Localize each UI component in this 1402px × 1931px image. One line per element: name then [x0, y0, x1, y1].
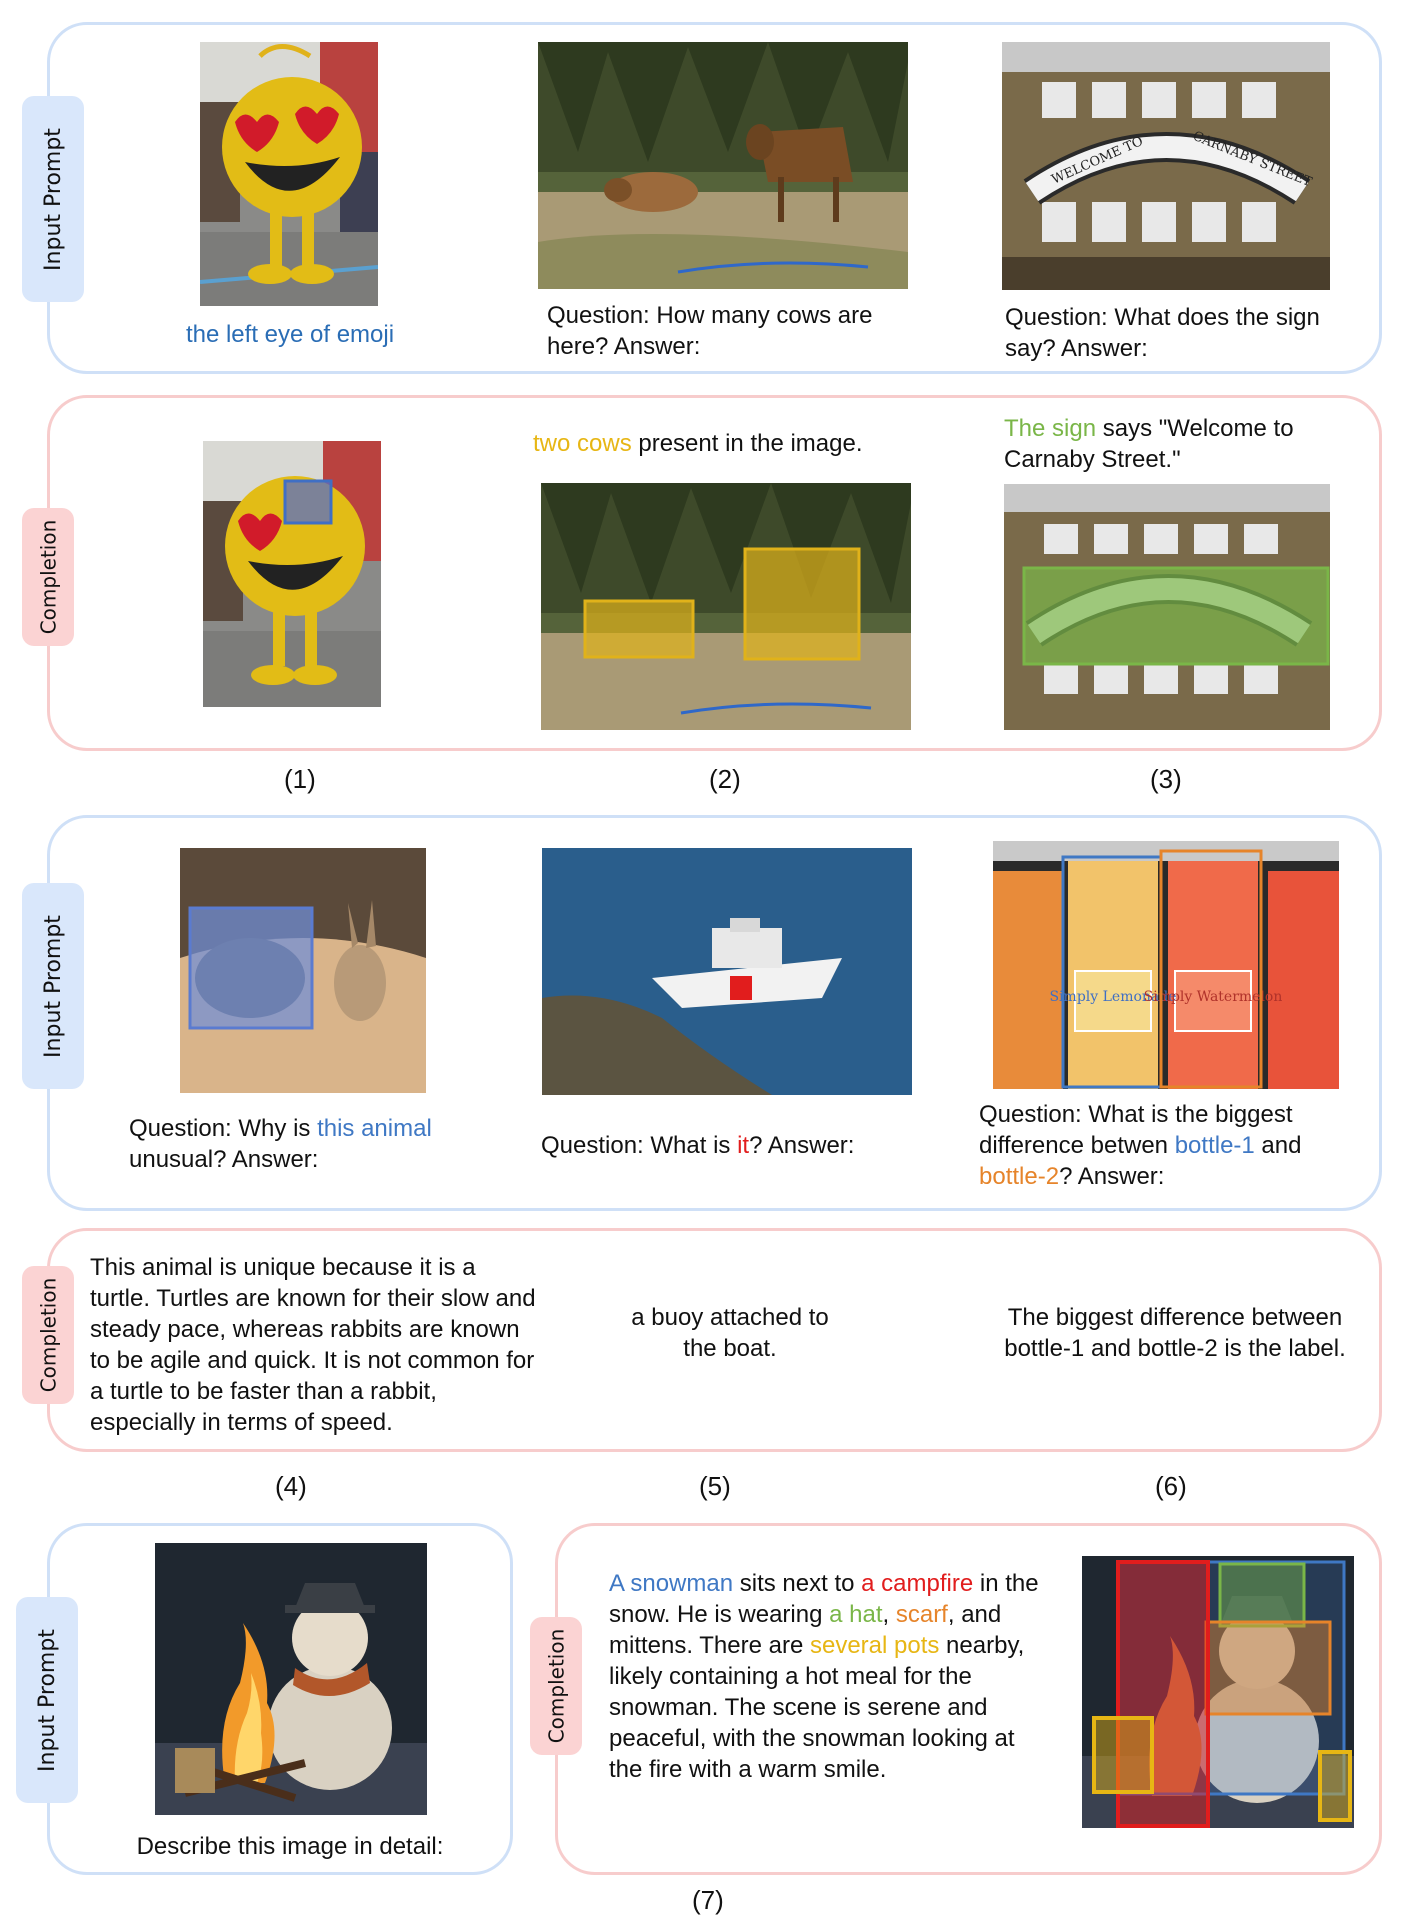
completion-text-2: two cows present in the image.: [533, 430, 863, 457]
example-number-7: (7): [692, 1885, 724, 1915]
prompt-highlight-6b: bottle-2: [979, 1163, 1060, 1190]
completion-tag: Completion: [22, 1266, 74, 1404]
boat-image: [542, 848, 912, 1095]
completion-text-7: A snowman sits next to a campfire in the snow. He is wearing a hat, scarf, and mittens. There are several pots nearby, likely containing a hot meal for the snowman. The scene is serene and peaceful, with the snowman looking at the fire with a warm smile.: [609, 1570, 1039, 1783]
prompt-text-2: Question: How many cows are here? Answer:: [547, 302, 873, 360]
completion-highlight-2: two cows: [533, 430, 632, 457]
carnaby-street-image: [1002, 42, 1330, 290]
cows-image: [538, 42, 908, 289]
svg-text:Simply Watermelon: Simply Watermelon: [1143, 989, 1283, 1005]
emoji-mascot-grounded-image: [203, 441, 381, 707]
turtle-rabbit-image: [180, 848, 426, 1093]
prompt-text-7: Describe this image in detail:: [136, 1833, 444, 1860]
completion-highlight-7-hat: a hat: [829, 1601, 883, 1628]
prompt-highlight-6a: bottle-1: [1174, 1132, 1255, 1159]
completion-text-3: The sign says "Welcome to Carnaby Street.": [1004, 415, 1294, 473]
prompt-highlight-4: this animal: [317, 1115, 432, 1142]
svg-text:WELCOME TO: WELCOME TO: [1049, 133, 1146, 188]
completion-highlight-7-snowman: A snowman: [609, 1570, 734, 1597]
prompt-text-5: Question: What is it? Answer:: [541, 1132, 855, 1159]
completion-highlight-7-campfire: a campfire: [861, 1570, 974, 1597]
prompt-highlight-5: it: [737, 1132, 750, 1159]
emoji-mascot-image: [200, 42, 378, 306]
example-number-1: (1): [284, 764, 316, 794]
completion-highlight-7-scarf: scarf: [895, 1601, 948, 1628]
prompt-text-3: Question: What does the sign say? Answer:: [1005, 304, 1320, 362]
svg-text:Simply Lemonade: Simply Lemonade: [1049, 989, 1177, 1005]
completion-tag: Completion: [530, 1617, 582, 1755]
svg-text:CARNABY STREET: CARNABY STREET: [1190, 128, 1314, 191]
example-number-3: (3): [1150, 764, 1182, 794]
example-number-4: (4): [275, 1471, 307, 1501]
snowman-campfire-image: [155, 1543, 427, 1815]
completion-text-6: The biggest difference between bottle-1 and bottle-2 is the label.: [1004, 1304, 1346, 1362]
completion-highlight-7-pots: several pots: [809, 1632, 940, 1659]
prompt-text-1: the left eye of emoji: [185, 321, 395, 348]
example-number-5: (5): [699, 1471, 731, 1501]
completion-tag: Completion: [22, 508, 74, 646]
example-number-2: (2): [709, 764, 741, 794]
example-number-6: (6): [1155, 1471, 1187, 1501]
completion-highlight-3: The sign: [1004, 415, 1097, 442]
completion-text-4: This animal is unique because it is a turtle. Turtles are known for their slow and steady pace, whereas rabbits are known to be agile and quick. It is not common for a turtle to be faster than a rabbit, especially in terms of speed.: [90, 1254, 536, 1436]
input-prompt-tag: Input Prompt: [22, 96, 84, 302]
carnaby-street-grounded-image: [1004, 484, 1330, 730]
input-prompt-tag: Input Prompt: [22, 883, 84, 1089]
snowman-grounded-image: [1082, 1556, 1354, 1828]
juice-bottles-image: [993, 841, 1339, 1089]
prompt-text-6: Question: What is the biggest difference betwen bottle-1 and bottle-2? Answer:: [979, 1101, 1302, 1190]
completion-text-5: a buoy attached to the boat.: [631, 1304, 829, 1362]
prompt-text-4: Question: Why is this animal unusual? Answer:: [129, 1115, 432, 1173]
input-prompt-tag: Input Prompt: [16, 1597, 78, 1803]
cows-grounded-image: [541, 483, 911, 730]
